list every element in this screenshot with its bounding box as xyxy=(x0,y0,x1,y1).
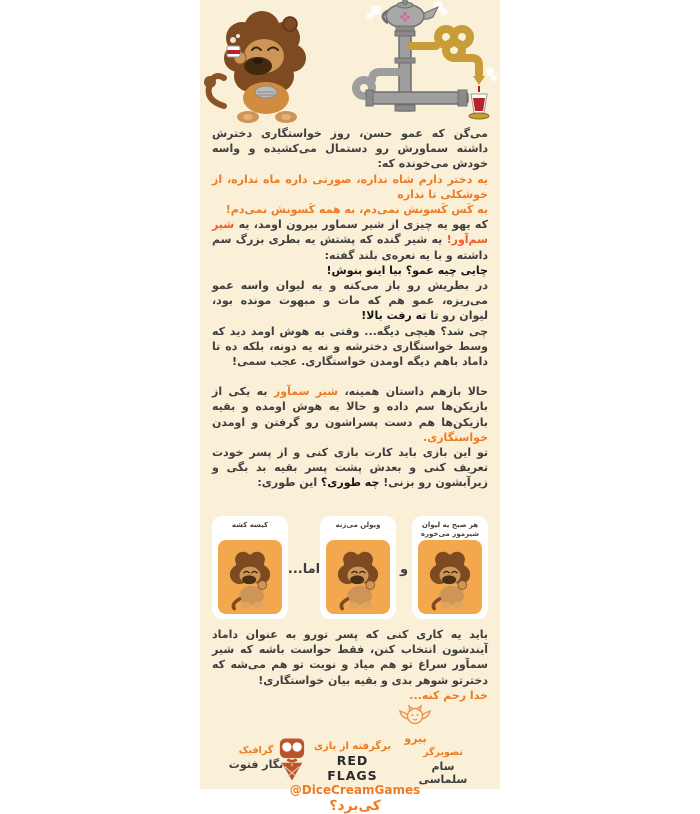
connector-but: اما... xyxy=(287,561,321,577)
credit-role: گرافیک xyxy=(238,745,274,756)
story-paragraph xyxy=(200,278,500,324)
highlight-text: شیر سمآور xyxy=(273,385,339,399)
credit-role: تصویرگر xyxy=(423,747,463,758)
story-text: چی شد؟ هیچی دیگه... وقتی به هوش اومد دید که وسط خواستگاری دخترشه و نه یه دونه، بلکه ده تا داماد باهم دیگه اومدن خواستگاری. عجب سمی! xyxy=(212,324,488,369)
brand-tagline: کی‌برد؟ xyxy=(329,798,381,814)
song-line-1 xyxy=(200,172,500,202)
story-paragraph xyxy=(200,324,500,370)
faucet-icon xyxy=(473,76,485,85)
instagram-handle: @DiceCreamGames xyxy=(289,783,421,797)
card-lion-illustration xyxy=(218,540,282,614)
story-paragraph xyxy=(200,627,500,688)
song-line-2 xyxy=(200,202,500,217)
story-text: به یکی از بازیکن‌ها سم داده و حالا به هوش اومده و بقیه بازیکن‌ها هم دست پسراشون رو گرفتن و اومدن xyxy=(212,385,488,429)
game-card xyxy=(320,516,396,619)
tea-glass-icon xyxy=(469,94,489,119)
story-text: می‌گن که عمو حسن، روز خواستگاری دخترش داشته سماورش رو دستمال می‌کشیده و واسه خودش می‌خونده که: xyxy=(212,127,488,171)
example-cards-row xyxy=(200,516,500,622)
closing-text: خدا رحم کنه... xyxy=(409,688,488,702)
song-text: یه دختر دارم شاه نداره، صورتی داره ماه نداره، از خوشکلی تا نداره xyxy=(212,172,488,201)
story-intro xyxy=(200,126,500,516)
card-lion-illustration xyxy=(418,540,482,614)
gold-pipe xyxy=(411,29,479,74)
quote-line xyxy=(200,263,500,278)
emphasis-text: چه طوری؟ xyxy=(320,476,380,490)
story-text: در بطریش رو باز می‌کنه و یه لیوان واسه عمو می‌ریزه، عمو هم که مات و مبهوت مونده بود، لیوان رو تا xyxy=(212,279,488,323)
teapot-icon xyxy=(383,0,438,31)
winged-cat-icon xyxy=(399,703,431,729)
story-text: حالا بازهم داستان همینه، xyxy=(338,385,488,399)
credit-name: سام سلماسی xyxy=(418,760,468,786)
credit-graphic xyxy=(218,745,294,771)
card-label: کیسه کشه xyxy=(231,521,269,529)
lion-mascot xyxy=(204,11,306,123)
card-label: هر صبح یه لیوان شیرموز می‌خوره xyxy=(420,521,480,538)
game-card xyxy=(412,516,488,619)
source-row xyxy=(278,732,432,783)
highlight-text: خواستگاری. xyxy=(422,430,488,444)
story-text: تو این بازی باید کارت بازی کنی و از پسر خودت تعریف کنی و بعدش پشت پسر بقیه بد بگی و زیرآبشون رو بزنی! xyxy=(212,446,488,490)
closing-line xyxy=(200,688,500,703)
story-paragraph xyxy=(200,217,500,263)
footer-center xyxy=(278,732,432,814)
credit-illustrator xyxy=(412,747,474,786)
card-lion-illustration xyxy=(326,540,390,614)
game-card xyxy=(212,516,288,619)
source-game-name: RED FLAGS xyxy=(327,753,378,783)
story-text: که یهو یه چیزی از شیر سماور بیرون اومد، یه xyxy=(234,218,488,232)
highlight-text: شیر سم‌آور! xyxy=(212,218,488,247)
emphasis-text: ته رفت بالا! xyxy=(361,309,427,323)
story-paragraph xyxy=(200,126,500,172)
quote-text: چایی چیه عمو؟ بیا اینو بنوش! xyxy=(326,263,488,277)
piro-logo xyxy=(399,703,432,745)
source-prefix: برگرفته از بازی xyxy=(313,741,392,752)
piro-wordmark: پیرو xyxy=(404,732,427,745)
story-text: یه شیر گنده که پشتش یه بطری بزرگ سم داشته و با یه نعره‌ی بلند گفته: xyxy=(212,233,488,262)
credit-name: نگار فتوت xyxy=(228,758,284,771)
poster-strip xyxy=(200,0,500,814)
story-text: باید یه کاری کنی که پسر تورو به عنوان داماد آیندشون انتخاب کنن، فقط حواست باشه که شیر سمآور سراغ تو هم میاد و نوبت تو هم می‌شه که دخترتو شوهر بدی و بقیه بیان خواستگاری! xyxy=(212,628,488,687)
story-outro xyxy=(200,627,500,723)
card-label: ویولن می‌زنه xyxy=(335,521,381,529)
story-paragraph xyxy=(200,445,500,491)
story-text: این طوری: xyxy=(257,476,321,490)
samovar-logo xyxy=(356,0,497,119)
song-text: به کَس کَسونش نمی‌دم، به همه کَسونش نمی‌دم! xyxy=(225,203,488,217)
header-illustration xyxy=(200,0,500,127)
connector-and: و xyxy=(399,561,409,577)
story-paragraph xyxy=(200,384,500,445)
source-texts xyxy=(310,737,395,783)
